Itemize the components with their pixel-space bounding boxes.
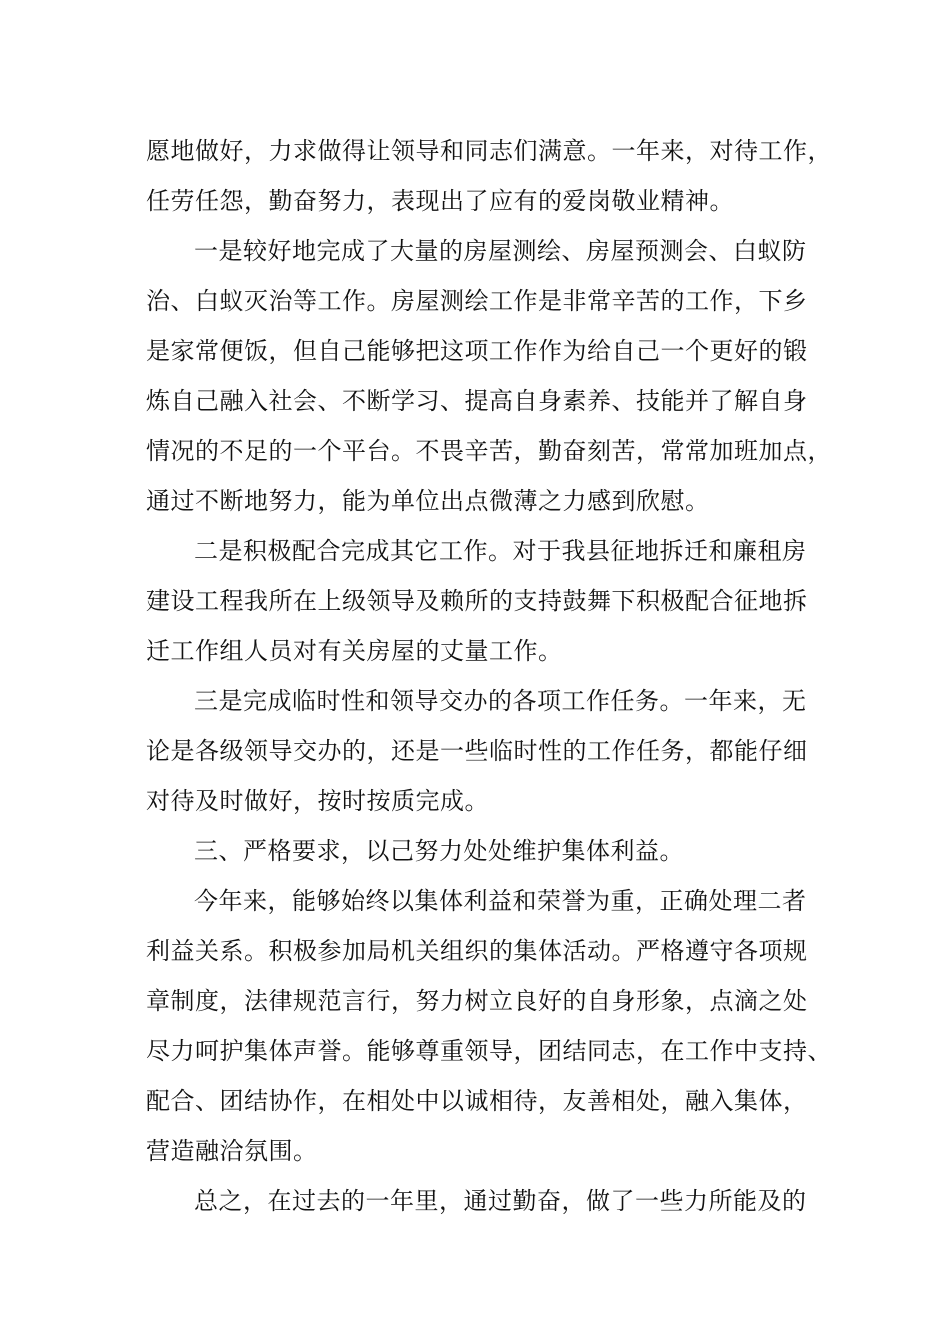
text-line: 总之，在过去的一年里，通过勤奋，做了一些力所能及的 (194, 1187, 807, 1215)
text-line: 尽力呵护集体声誉。能够尊重领导，团结同志，在工作中支持、 (146, 1037, 832, 1065)
text-line: 三是完成临时性和领导交办的各项工作任务。一年来，无 (194, 687, 807, 715)
text-line: 对待及时做好，按时按质完成。 (146, 787, 489, 815)
text-line: 一是较好地完成了大量的房屋测绘、房屋预测会、白蚁防 (194, 237, 807, 265)
text-line: 治、白蚁灭治等工作。房屋测绘工作是非常辛苦的工作，下乡 (146, 287, 808, 315)
text-line: 今年来，能够始终以集体利益和荣誉为重，正确处理二者 (194, 887, 807, 915)
text-line: 二是积极配合完成其它工作。对于我县征地拆迁和廉租房 (194, 537, 807, 565)
section-heading: 三、严格要求，以己努力处处维护集体利益。 (194, 837, 684, 865)
text-line: 是家常便饭，但自己能够把这项工作作为给自己一个更好的锻 (146, 337, 808, 365)
text-line: 通过不断地努力，能为单位出点微薄之力感到欣慰。 (146, 487, 710, 515)
text-line: 配合、团结协作，在相处中以诚相待，友善相处，融入集体， (146, 1087, 808, 1115)
text-line: 论是各级领导交办的，还是一些临时性的工作任务，都能仔细 (146, 737, 808, 765)
text-line: 章制度，法律规范言行，努力树立良好的自身形象，点滴之处 (146, 987, 808, 1015)
text-line: 迁工作组人员对有关房屋的丈量工作。 (146, 637, 563, 665)
text-line: 愿地做好，力求做得让领导和同志们满意。一年来，对待工作， (146, 137, 832, 165)
text-line: 情况的不足的一个平台。不畏辛苦，勤奋刻苦，常常加班加点， (146, 437, 832, 465)
text-line: 建设工程我所在上级领导及赖所的支持鼓舞下积极配合征地拆 (146, 587, 808, 615)
text-line: 营造融洽氛围。 (146, 1137, 318, 1165)
text-line: 利益关系。积极参加局机关组织的集体活动。严格遵守各项规 (146, 937, 808, 965)
body-text (146, 126, 832, 1226)
text-line: 任劳任怨，勤奋努力，表现出了应有的爱岗敬业精神。 (146, 187, 734, 215)
text-line: 炼自己融入社会、不断学习、提高自身素养、技能并了解自身 (146, 387, 808, 415)
